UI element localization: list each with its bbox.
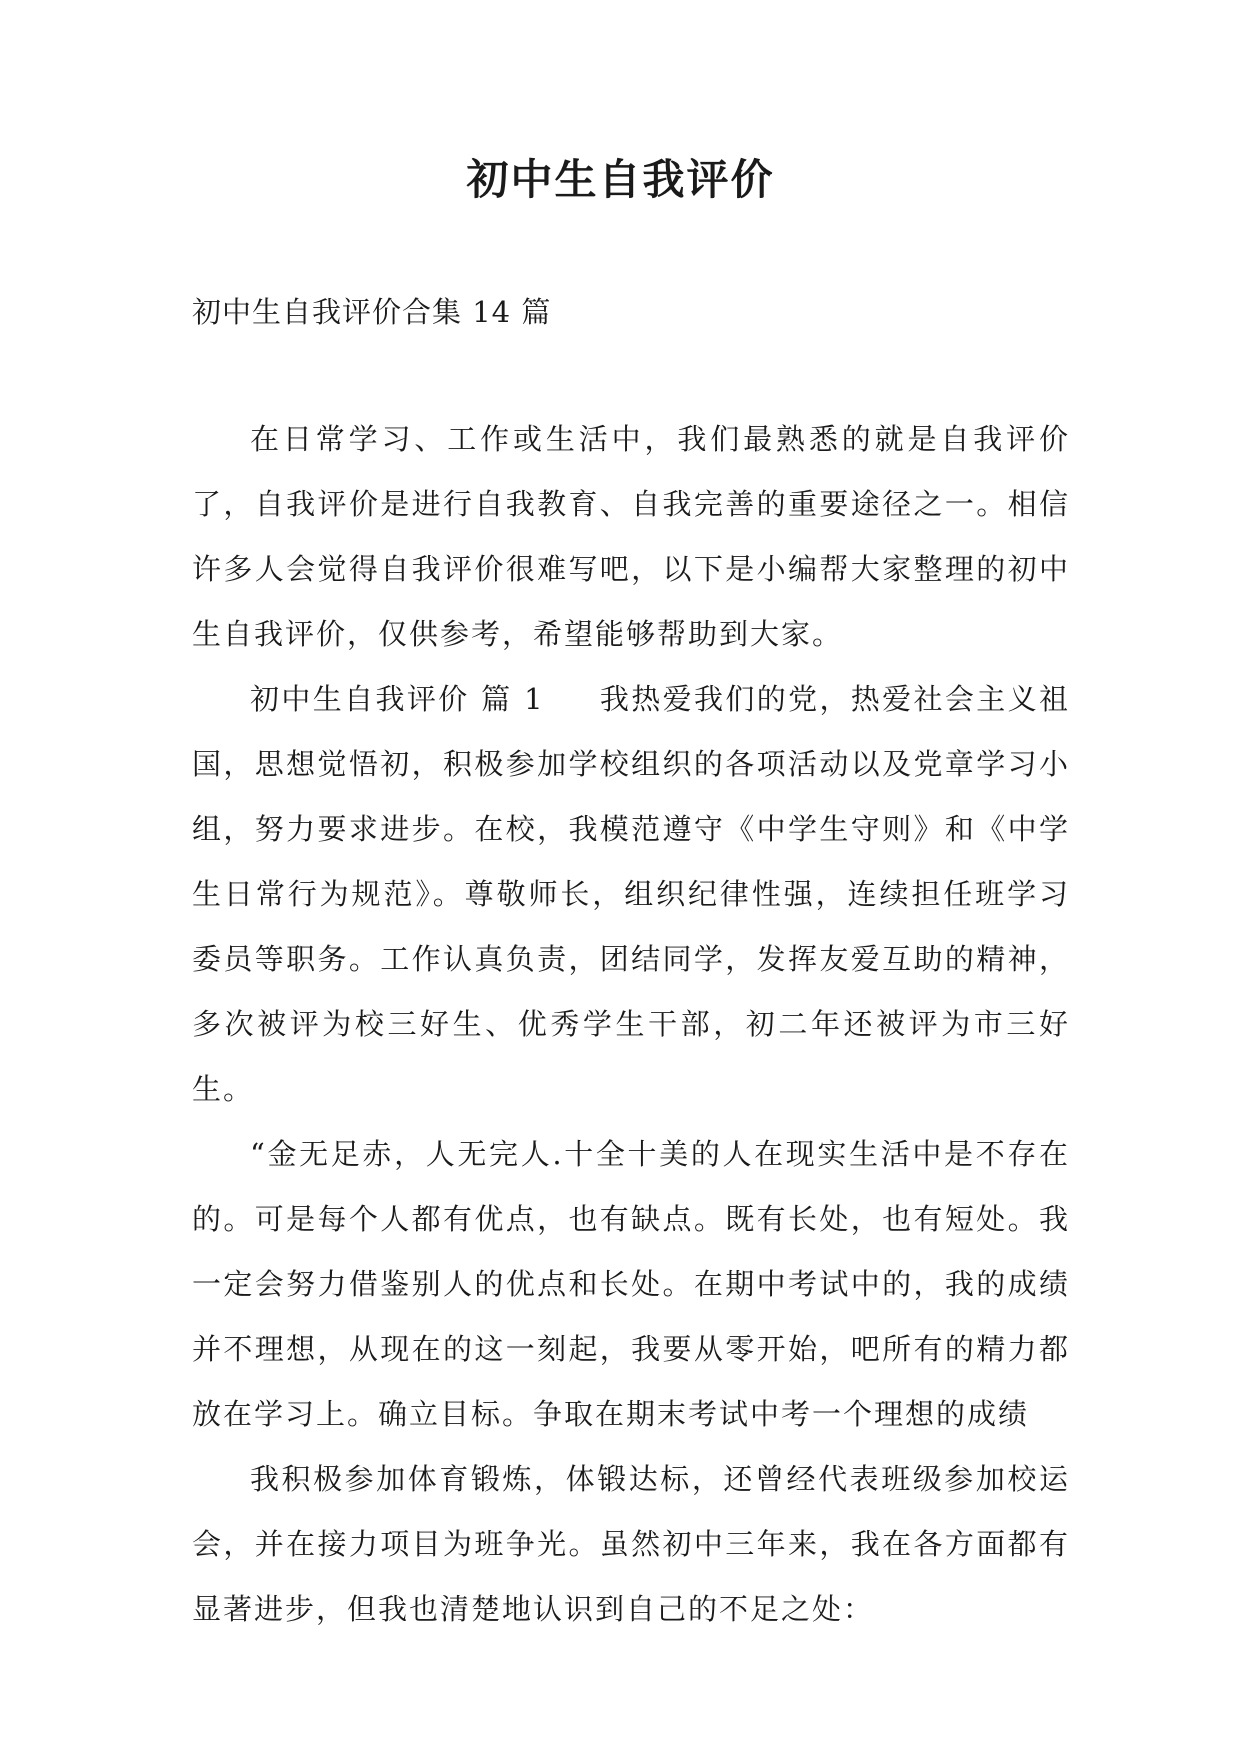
section-1-text: 我热爱我们的党，热爱社会主义祖国，思想觉悟初，积极参加学校组织的各项活动以及党章学习小组，努力要求进步。在校，我模范遵守《中学生守则》和《中学生日常行为规范》。尊敬师长，组织纪律性强，连续担任班学习委员等职务。工作认真负责，团结同学，发挥友爱互助的精神，多次被评为校三好生、优秀学生干部，初二年还被评为市三好生。: [192, 682, 1070, 1106]
paragraph-3: 我积极参加体育锻炼，体锻达标，还曾经代表班级参加校运会，并在接力项目为班争光。虽然初中三年来，我在各方面都有显著进步，但我也清楚地认识到自己的不足之处：: [192, 1462, 1070, 1626]
section-1-paragraph: [192, 667, 1070, 1122]
document-title: 初中生自我评价: [466, 155, 775, 204]
section-1-heading: 初中生自我评价 篇 1: [250, 682, 545, 716]
document-subtitle: 初中生自我评价合集 14 篇: [192, 295, 552, 329]
intro-paragraph: 在日常学习、工作或生活中，我们最熟悉的就是自我评价了，自我评价是进行自我教育、自我完善的重要途径之一。相信许多人会觉得自我评价很难写吧，以下是小编帮大家整理的初中生自我评价，仅供参考，希望能够帮助到大家。: [192, 422, 1070, 651]
paragraph-2: “金无足赤，人无完人.十全十美的人在现实生活中是不存在的。可是每个人都有优点，也有缺点。既有长处，也有短处。我一定会努力借鉴别人的优点和长处。在期中考试中的，我的成绩并不理想，从现在的这一刻起，我要从零开始，吧所有的精力都放在学习上。确立目标。争取在期末考试中考一个理想的成绩: [192, 1137, 1070, 1431]
document-body: [192, 407, 1070, 1642]
